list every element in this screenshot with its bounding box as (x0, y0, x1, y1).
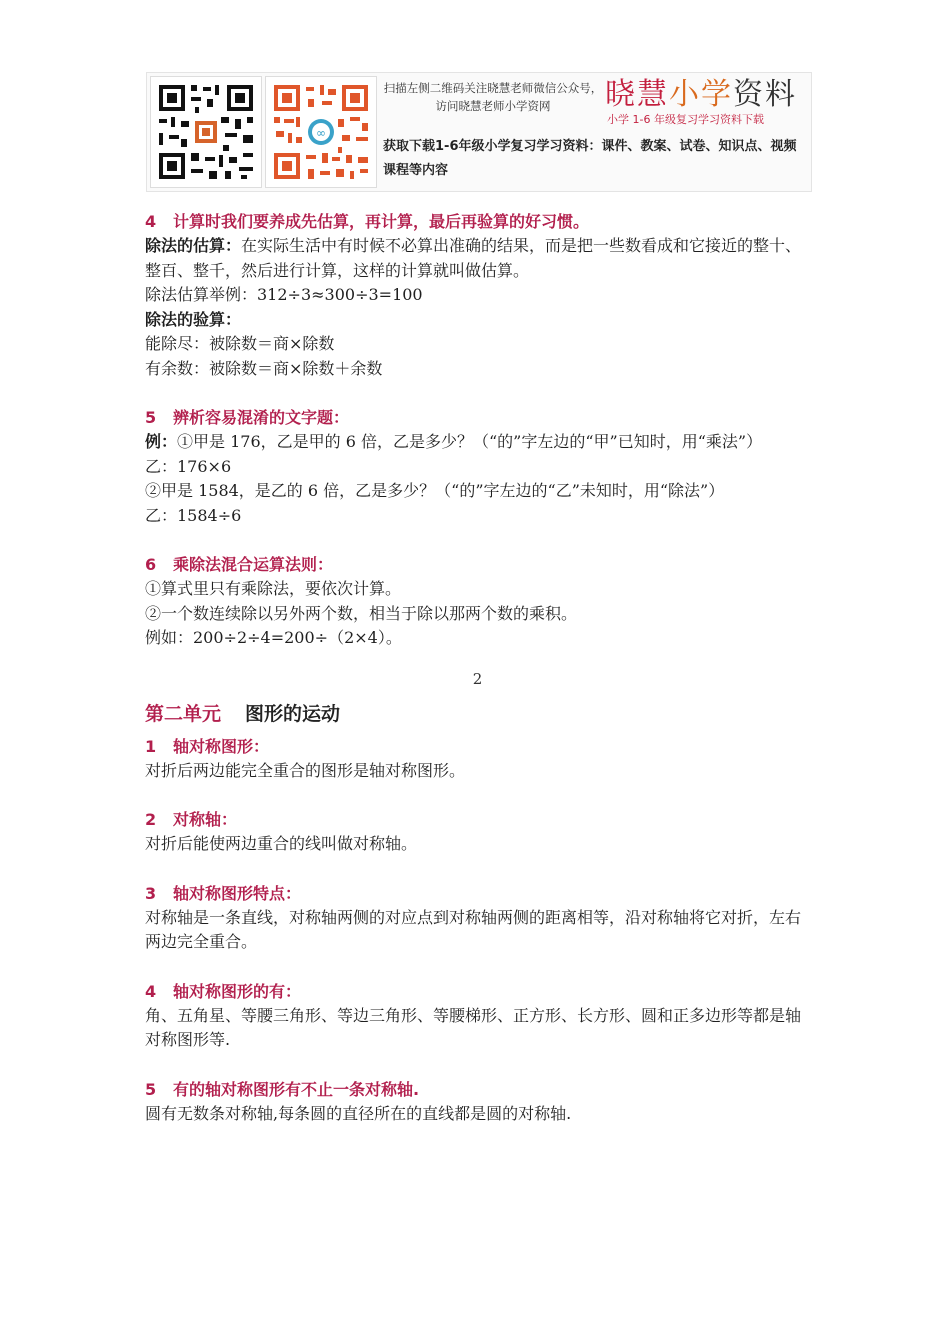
section-heading (145, 406, 810, 430)
section-title: 辨析容易混淆的文字题： (173, 408, 350, 427)
header-banner (146, 72, 812, 192)
section-heading (145, 882, 810, 906)
unit2-item (145, 735, 810, 784)
formula-line: 有余数：被除数＝商×除数＋余数 (145, 358, 383, 378)
logo-text-part2: 小学 (669, 77, 733, 112)
section-title: 轴对称图形的有： (173, 981, 302, 1001)
document-body (145, 210, 810, 1126)
rule-line: ②一个数连续除以另外两个数，相当于除以那两个数的乘积。 (145, 603, 578, 623)
section-title: 有的轴对称图形有不止一条对称轴. (173, 1079, 420, 1099)
section-heading (145, 210, 810, 234)
unit2-item (145, 1078, 810, 1127)
formula-line: 能除尽：被除数＝商×除数 (145, 334, 335, 353)
unit2-item (145, 808, 810, 857)
unit-title: 图形的运动 (245, 702, 341, 725)
paragraph: 对折后两边能完全重合的图形是轴对称图形。 (145, 760, 466, 780)
page-number: 2 (472, 669, 483, 688)
section-number: 5 (145, 1079, 157, 1099)
logo-text-part3: 资料 (733, 77, 797, 112)
site-logo[interactable] (605, 77, 805, 129)
section-title: 对称轴： (173, 810, 238, 829)
term-text: 在实际生活中有时候不必算出准确的结果，而是把一些数看成和它接近的整十、整百、整千，然后进行计算，这样的计算就叫做估算。 (145, 236, 802, 280)
section-heading (145, 553, 810, 577)
rule-line: ①算式里只有乘除法，要依次计算。 (145, 579, 402, 598)
section-number: 5 (145, 408, 157, 427)
example-line: 例如：200÷2÷4=200÷（2×4）。 (145, 628, 402, 647)
section-heading (145, 1078, 810, 1102)
section-number: 6 (145, 555, 157, 574)
section-number: 4 (145, 981, 157, 1001)
example-text: ①甲是 176，乙是甲的 6 倍，乙是多少？（“的”字左边的“甲”已知时，用“乘法”） (177, 432, 763, 451)
answer-line: 乙：176×6 (145, 456, 232, 476)
term-label: 除法的验算： (145, 309, 242, 329)
section-heading (145, 980, 810, 1004)
logo-text-part1: 晓慧 (605, 77, 669, 112)
qr-code-wechat[interactable] (150, 76, 262, 188)
paragraph: 对称轴是一条直线，对称轴两侧的对应点到对称轴两侧的距离相等，沿对称轴将它对折，左右两边完全重合。 (145, 907, 802, 951)
qr-code-icon (151, 77, 261, 187)
paragraph: 圆有无数条对称轴,每条圆的直径所在的直线都是圆的对称轴. (145, 1103, 572, 1123)
unit2-item (145, 980, 810, 1053)
qr-code-icon (266, 77, 376, 187)
unit-label: 第二单元 (145, 702, 222, 725)
unit2-item (145, 882, 810, 955)
section-number: 2 (145, 810, 157, 829)
answer-line: 乙：1584÷6 (145, 505, 242, 525)
section-heading (145, 735, 810, 759)
section-title: 计算时我们要养成先估算，再计算，最后再验算的好习惯。 (173, 212, 590, 231)
example-text: ②甲是 1584，是乙的 6 倍，乙是多少？（“的”字左边的“乙”未知时，用“除法”） (145, 481, 725, 500)
term-label: 例： (145, 432, 178, 451)
section-title: 轴对称图形： (173, 736, 270, 756)
paragraph (145, 234, 810, 283)
section-number: 3 (145, 883, 157, 903)
paragraph: 角、五角星、等腰三角形、等边三角形、等腰梯形、正方形、长方形、圆和正多边形等都是轴对称图形等. (145, 1005, 802, 1049)
section-title: 乘除法混合运算法则： (173, 555, 334, 574)
banner-follow-text: 扫描左侧二维码关注晓慧老师微信公众号，访问晓慧老师小学资网 (383, 81, 603, 113)
section-title: 轴对称图形特点： (173, 883, 302, 903)
banner-download-text: 获取下载1-6年级小学复习学习资料：课件、教案、试卷、知识点、视频课程等内容 (383, 139, 797, 178)
svg-text:∞: ∞ (316, 126, 326, 140)
qr-code-website[interactable] (265, 76, 377, 188)
unit-heading (145, 699, 810, 729)
logo-subtitle: 小学 1-6 年级复习学习资料下载 (607, 113, 764, 126)
section-number: 4 (145, 212, 157, 231)
example-line: 除法估算举例：312÷3≈300÷3=100 (145, 285, 423, 304)
paragraph: 对折后能使两边重合的线叫做对称轴。 (145, 834, 418, 853)
term-label: 除法的估算： (145, 236, 242, 255)
paragraph (145, 430, 810, 455)
section-number: 1 (145, 736, 157, 756)
section-heading (145, 808, 810, 832)
